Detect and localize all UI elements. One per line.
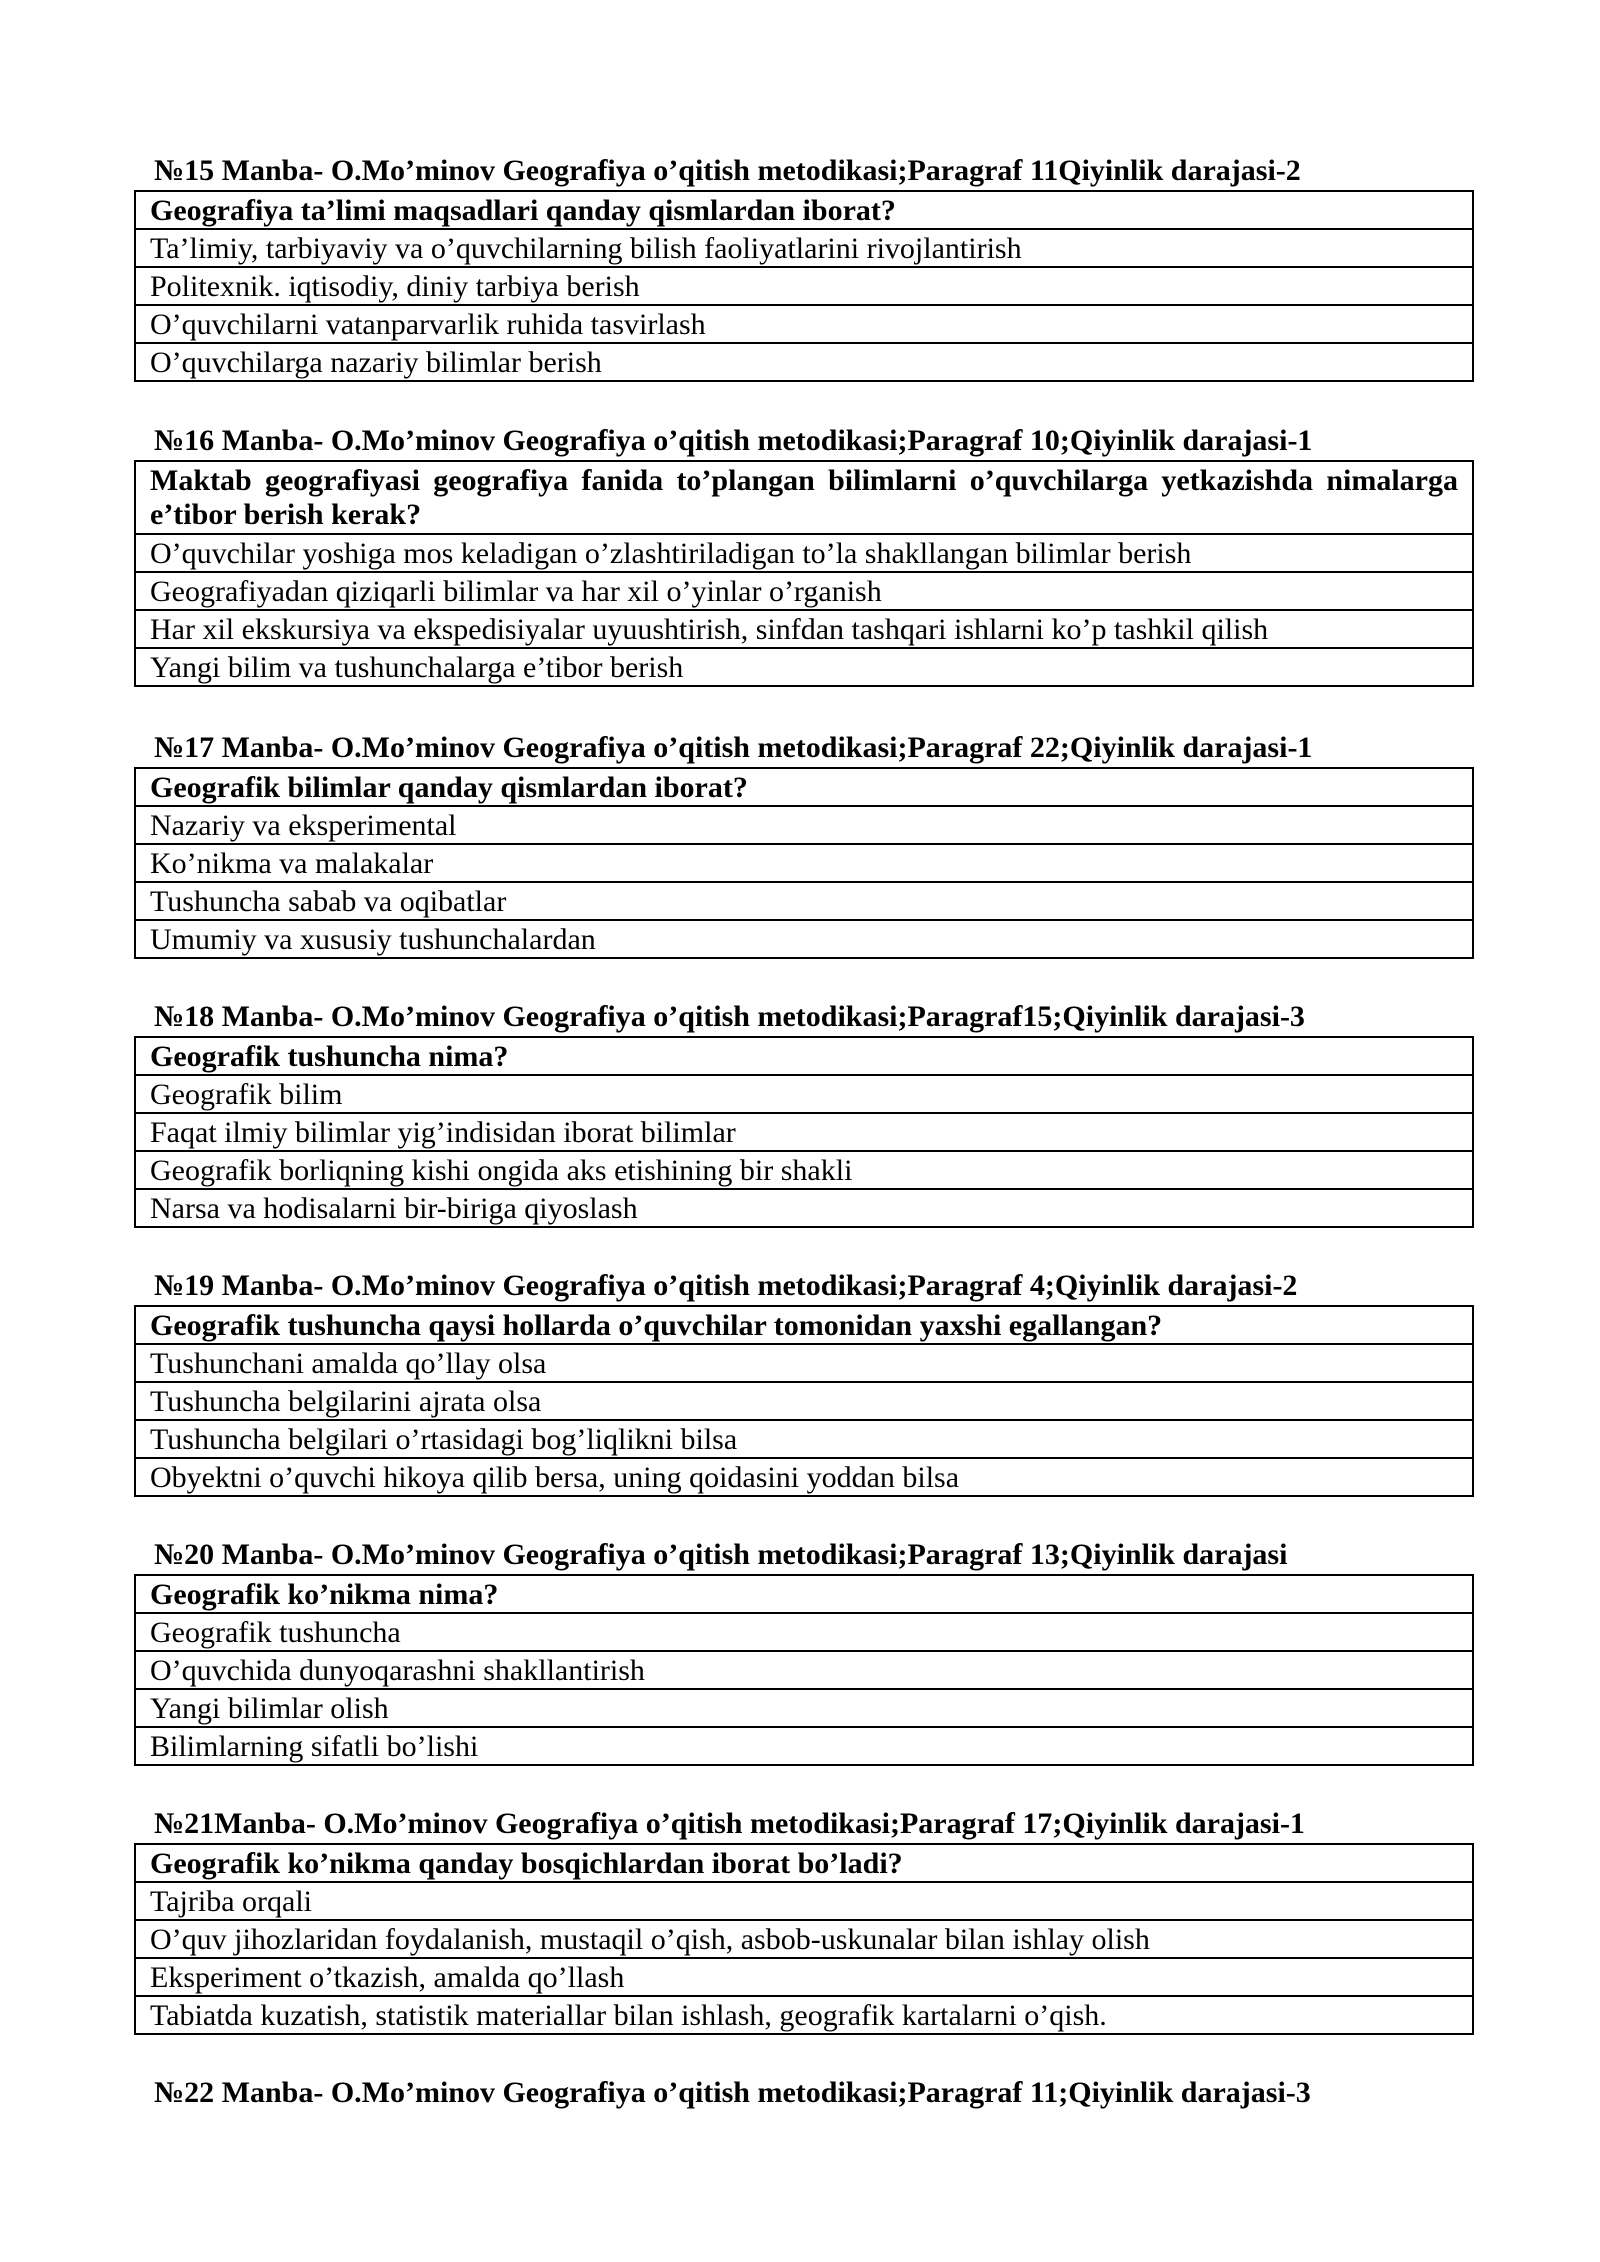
answer-option: Ta’limiy, tarbiyaviy va o’quvchilarning bilish faoliyatlarini rivojlantirish [135,229,1473,267]
question-header: №18 Manba- O.Mo’minov Geografiya o’qitish metodikasi;Paragraf15;Qiyinlik darajasi-3 [154,1000,1305,1033]
answer-option: Tushunchani amalda qo’llay olsa [135,1344,1473,1382]
question-text: Geografik tushuncha nima? [135,1037,1473,1075]
answer-option: Tabiatda kuzatish, statistik materiallar bilan ishlash, geografik kartalarni o’qish. [135,1996,1473,2034]
question-header: №15 Manba- O.Mo’minov Geografiya o’qitish metodikasi;Paragraf 11Qiyinlik darajasi-2 [154,154,1301,187]
question-block-18 [134,998,1474,1228]
question-header: №19 Manba- O.Mo’minov Geografiya o’qitish metodikasi;Paragraf 4;Qiyinlik darajasi-2 [154,1269,1298,1302]
question-table [134,190,1474,382]
question-block-15 [134,152,1474,382]
question-text: Geografiya ta’limi maqsadlari qanday qismlardan iborat? [135,191,1473,229]
answer-option: Geografik borliqning kishi ongida aks etishining bir shakli [135,1151,1473,1189]
answer-option: Bilimlarning sifatli bo’lishi [135,1727,1473,1765]
question-block-20 [134,1536,1474,1766]
question-text: Maktab geografiyasi geografiya fanida to’plangan bilimlarni o’quvchilarga yetkazishda nimalarga e’tibor berish kerak? [135,461,1473,534]
question-table [134,767,1474,959]
answer-option: Geografik bilim [135,1075,1473,1113]
answer-option: O’quvchilarni vatanparvarlik ruhida tasvirlash [135,305,1473,343]
answer-option: Faqat ilmiy bilimlar yig’indisidan iborat bilimlar [135,1113,1473,1151]
question-text: Geografik bilimlar qanday qismlardan iborat? [135,768,1473,806]
question-table [134,1574,1474,1766]
question-header: №21Manba- O.Mo’minov Geografiya o’qitish metodikasi;Paragraf 17;Qiyinlik darajasi-1 [154,1807,1305,1840]
answer-option: Politexnik. iqtisodiy, diniy tarbiya berish [135,267,1473,305]
question-header: №17 Manba- O.Mo’minov Geografiya o’qitish metodikasi;Paragraf 22;Qiyinlik darajasi-1 [154,731,1313,764]
answer-option: Geografiyadan qiziqarli bilimlar va har xil o’yinlar o’rganish [135,572,1473,610]
answer-option: Yangi bilim va tushunchalarga e’tibor berish [135,648,1473,686]
question-block-19 [134,1267,1474,1497]
answer-option: Narsa va hodisalarni bir-biriga qiyoslash [135,1189,1473,1227]
answer-option: O’quvchilar yoshiga mos keladigan o’zlashtiriladigan to’la shakllangan bilimlar berish [135,534,1473,572]
answer-option: Yangi bilimlar olish [135,1689,1473,1727]
question-table [134,1843,1474,2035]
question-block-22 [134,2074,1474,2112]
answer-option: Umumiy va xususiy tushunchalardan [135,920,1473,958]
answer-option: Ko’nikma va malakalar [135,844,1473,882]
question-text: Geografik ko’nikma qanday bosqichlardan iborat bo’ladi? [135,1844,1473,1882]
answer-option: Obyektni o’quvchi hikoya qilib bersa, uning qoidasini yoddan bilsa [135,1458,1473,1496]
question-text: Geografik tushuncha qaysi hollarda o’quvchilar tomonidan yaxshi egallangan? [135,1306,1473,1344]
answer-option: Tajriba orqali [135,1882,1473,1920]
question-block-16 [134,422,1474,687]
answer-option: Tushuncha sabab va oqibatlar [135,882,1473,920]
question-block-17 [134,729,1474,959]
question-text: Geografik ko’nikma nima? [135,1575,1473,1613]
question-table [134,460,1474,687]
answer-option: Nazariy va eksperimental [135,806,1473,844]
question-table [134,1305,1474,1497]
question-header: №22 Manba- O.Mo’minov Geografiya o’qitish metodikasi;Paragraf 11;Qiyinlik darajasi-3 [154,2076,1311,2109]
answer-option: Tushuncha belgilarini ajrata olsa [135,1382,1473,1420]
question-header: №20 Manba- O.Mo’minov Geografiya o’qitish metodikasi;Paragraf 13;Qiyinlik darajasi [154,1538,1288,1571]
answer-option: Tushuncha belgilari o’rtasidagi bog’liqlikni bilsa [135,1420,1473,1458]
answer-option: Eksperiment o’tkazish, amalda qo’llash [135,1958,1473,1996]
question-block-21 [134,1805,1474,2035]
question-header: №16 Manba- O.Mo’minov Geografiya o’qitish metodikasi;Paragraf 10;Qiyinlik darajasi-1 [154,424,1313,457]
answer-option: Har xil ekskursiya va ekspedisiyalar uyuushtirish, sinfdan tashqari ishlarni ko’p tashkil qilish [135,610,1473,648]
question-table [134,1036,1474,1228]
answer-option: O’quvchida dunyoqarashni shakllantirish [135,1651,1473,1689]
answer-option: O’quv jihozlaridan foydalanish, mustaqil o’qish, asbob-uskunalar bilan ishlay olish [135,1920,1473,1958]
answer-option: Geografik tushuncha [135,1613,1473,1651]
answer-option: O’quvchilarga nazariy bilimlar berish [135,343,1473,381]
